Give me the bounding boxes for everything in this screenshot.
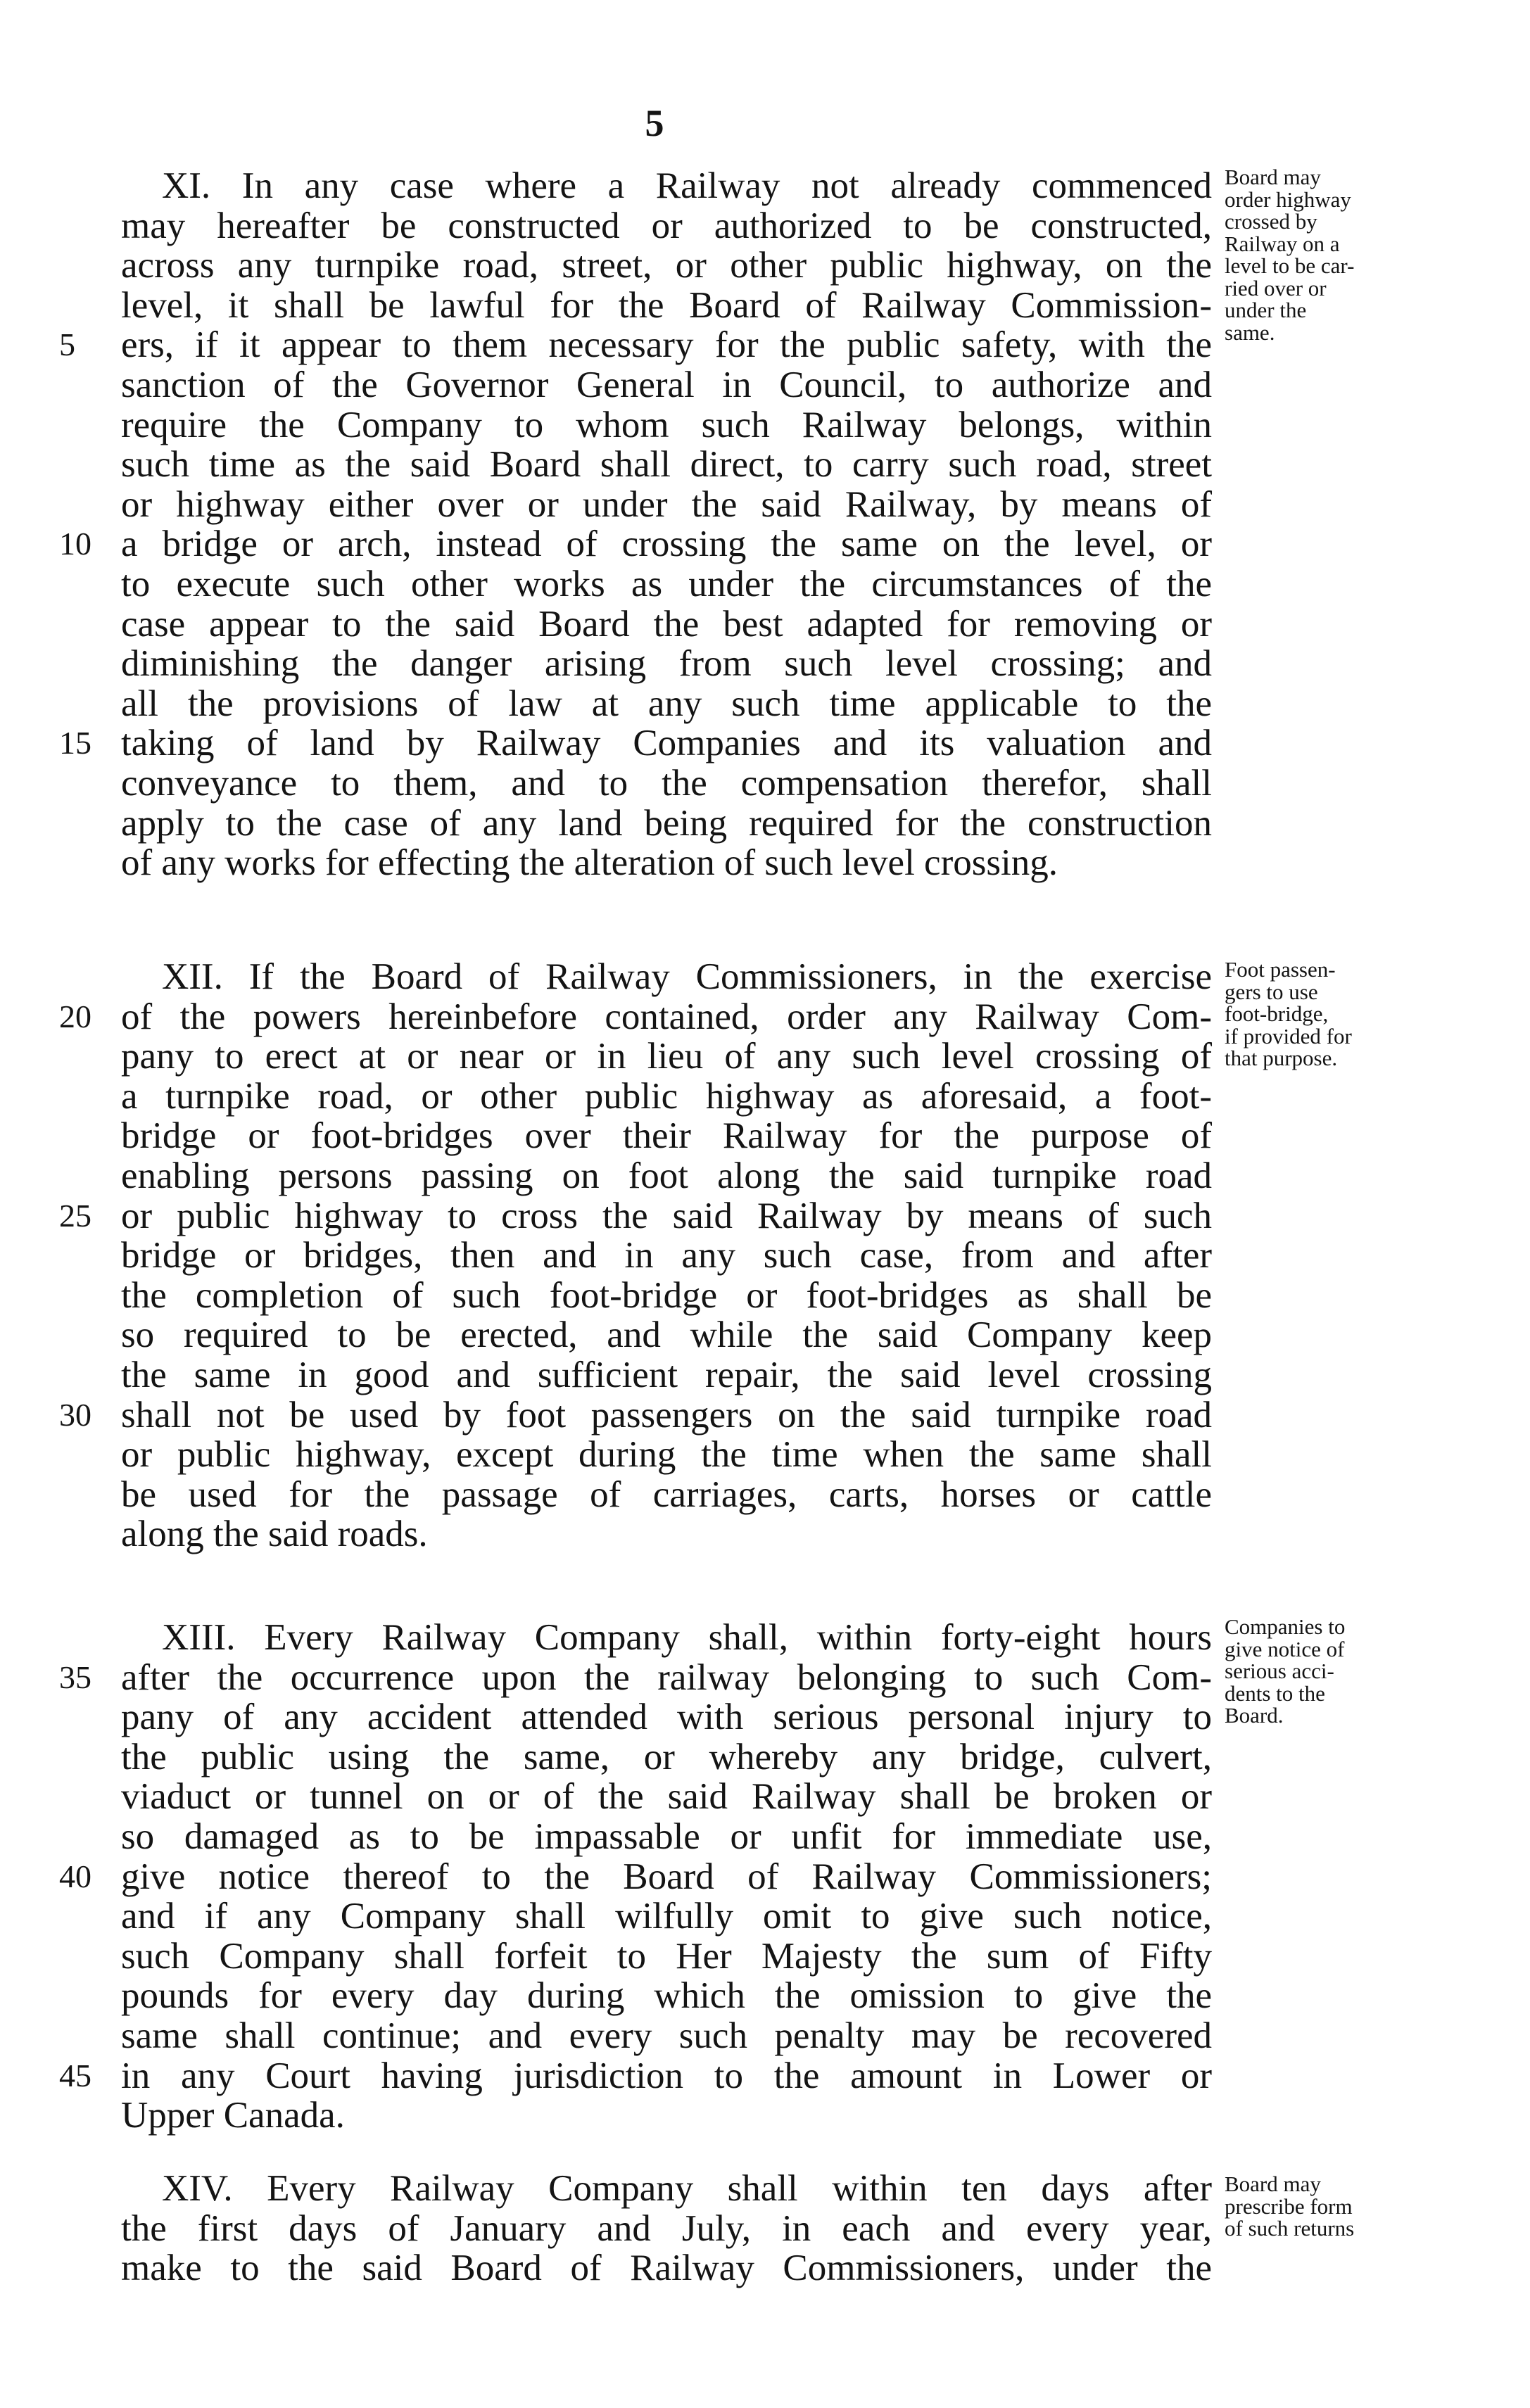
text-line xyxy=(0,2248,1530,2288)
text-line xyxy=(0,2056,1530,2096)
line-text: enabling persons passing on foot along the said turnpike road xyxy=(121,1155,1212,1196)
text-line xyxy=(0,1817,1530,1857)
text-line xyxy=(0,1156,1530,1196)
margin-note-line: prescribe form xyxy=(1225,2193,1353,2219)
text-line xyxy=(0,1857,1530,1897)
text-line xyxy=(0,804,1530,844)
margin-note-line: that purpose. xyxy=(1225,1046,1338,1070)
line-text: to execute such other works as under the circumstances of the xyxy=(121,563,1212,604)
text-line xyxy=(0,723,1530,763)
line-number: 5 xyxy=(59,327,75,363)
line-text: and if any Company shall wilfully omit to give such notice, xyxy=(121,1896,1212,1937)
margin-note-line: give notice of xyxy=(1225,1636,1345,1661)
line-text: bridge or bridges, then and in any such case, from and after xyxy=(121,1235,1212,1276)
line-text: such time as the said Board shall direct, to carry such road, street xyxy=(121,444,1212,486)
text-line xyxy=(0,445,1530,485)
line-text: along the said roads. xyxy=(121,1514,428,1555)
line-number: 15 xyxy=(59,725,91,761)
line-text: pounds for every day during which the omission to give the xyxy=(121,1975,1212,2017)
line-number: 25 xyxy=(59,1197,91,1234)
text-line xyxy=(0,2096,1530,2136)
line-number: 30 xyxy=(59,1396,91,1433)
margin-note-line: ried over or xyxy=(1225,275,1327,300)
margin-note-line: Board. xyxy=(1225,1703,1284,1728)
margin-note-line: level to be car- xyxy=(1225,253,1355,278)
line-text: across any turnpike road, street, or other public highway, on the xyxy=(121,245,1212,286)
line-text: or highway either over or under the said Railway, by means of xyxy=(121,483,1212,525)
text-line xyxy=(0,564,1530,604)
line-text: ers, if it appear to them necessary for the public safety, with the xyxy=(121,324,1212,366)
line-text: after the occurrence upon the railway belonging to such Com- xyxy=(121,1656,1212,1698)
line-text: so required to be erected, and while the said Company keep xyxy=(121,1314,1212,1356)
line-text: case appear to the said Board the best adapted for removing or xyxy=(121,603,1212,645)
line-text: same shall continue; and every such penalty may be recovered xyxy=(121,2015,1212,2056)
line-number: 20 xyxy=(59,998,91,1034)
margin-note-line: Railway on a xyxy=(1225,231,1340,256)
line-text: shall not be used by foot passengers on the said turnpike road xyxy=(121,1394,1212,1436)
text-line xyxy=(0,684,1530,724)
margin-note-xiii xyxy=(1225,1616,1485,1727)
text-line xyxy=(0,1315,1530,1355)
line-text: such Company shall forfeit to Her Majesty the sum of Fifty xyxy=(121,1935,1212,1977)
line-text: XIV. Every Railway Company shall within ten days after xyxy=(162,2168,1212,2209)
margin-note-line: serious acci- xyxy=(1225,1659,1334,1683)
margin-note-line: gers to use xyxy=(1225,979,1318,1004)
line-text: conveyance to them, and to the compensation therefor, shall xyxy=(121,762,1212,804)
line-text: level, it shall be lawful for the Board of Railway Commission- xyxy=(121,284,1212,326)
margin-note-line: foot-bridge, xyxy=(1225,1001,1329,1026)
line-text: taking of land by Railway Companies and its valuation and xyxy=(121,723,1212,764)
text-line xyxy=(0,1355,1530,1395)
margin-note-xii xyxy=(1225,958,1485,1070)
line-text: the completion of such foot-bridge or foot-bridges as shall be xyxy=(121,1274,1212,1316)
text-line xyxy=(0,1276,1530,1316)
line-text: the public using the same, or whereby any bridge, culvert, xyxy=(121,1736,1212,1778)
line-text: viaduct or tunnel on or of the said Railway shall be broken or xyxy=(121,1776,1212,1818)
margin-note-line: if provided for xyxy=(1225,1023,1352,1048)
line-text: make to the said Board of Railway Commissioners, under the xyxy=(121,2248,1212,2289)
line-text: require the Company to whom such Railway belongs, within xyxy=(121,404,1212,445)
text-line xyxy=(0,604,1530,645)
line-text: XIII. Every Railway Company shall, within forty-eight hours xyxy=(162,1617,1212,1658)
text-line xyxy=(0,405,1530,445)
line-text: pany of any accident attended with serious personal injury to xyxy=(121,1697,1212,1738)
text-line xyxy=(0,1236,1530,1276)
margin-note-line: crossed by xyxy=(1225,209,1317,234)
line-text: diminishing the danger arising from such level crossing; and xyxy=(121,643,1212,685)
line-text: Upper Canada. xyxy=(121,2095,345,2136)
line-text: a bridge or arch, instead of crossing the same on the level, or xyxy=(121,524,1212,565)
text-line xyxy=(0,763,1530,804)
text-line xyxy=(0,1475,1530,1515)
text-line xyxy=(0,644,1530,684)
line-text: be used for the passage of carriages, carts, horses or cattle xyxy=(121,1474,1212,1515)
line-text: a turnpike road, or other public highway as aforesaid, a foot- xyxy=(121,1075,1212,1117)
line-text: so damaged as to be impassable or unfit for immediate use, xyxy=(121,1815,1212,1857)
margin-note-line: Companies to xyxy=(1225,1614,1346,1639)
line-text: bridge or foot-bridges over their Railway for the purpose of xyxy=(121,1115,1212,1157)
line-text: XII. If the Board of Railway Commissioners, in the exercise xyxy=(162,956,1212,997)
text-line xyxy=(0,2016,1530,2056)
margin-note-line: Foot passen- xyxy=(1225,957,1336,982)
line-text: sanction of the Governor General in Council, to authorize and xyxy=(121,364,1212,405)
margin-note-line: of such returns xyxy=(1225,2216,1355,2241)
margin-note-line: same. xyxy=(1225,319,1275,345)
line-text: the same in good and sufficient repair, the said level crossing xyxy=(121,1354,1212,1395)
margin-note-line: dents to the xyxy=(1225,1680,1325,1706)
text-line xyxy=(0,1196,1530,1236)
text-line xyxy=(0,1116,1530,1156)
line-number: 40 xyxy=(59,1858,91,1894)
line-number: 35 xyxy=(59,1659,91,1695)
line-text: apply to the case of any land being required for the construction xyxy=(121,802,1212,844)
line-text: give notice thereof to the Board of Railway Commissioners; xyxy=(121,1856,1212,1897)
margin-note-line: under the xyxy=(1225,298,1307,322)
text-line xyxy=(0,1777,1530,1817)
text-line xyxy=(0,1077,1530,1117)
text-line xyxy=(0,485,1530,525)
text-line xyxy=(0,365,1530,405)
line-text: in any Court having jurisdiction to the amount in Lower or xyxy=(121,2055,1212,2096)
page-number: 5 xyxy=(645,102,664,144)
text-line xyxy=(0,843,1530,883)
margin-note-line: Board may xyxy=(1225,2172,1321,2196)
line-text: or public highway, except during the time when the same shall xyxy=(121,1434,1212,1476)
line-text: of any works for effecting the alteration of such level crossing. xyxy=(121,842,1058,884)
line-text: the first days of January and July, in each and every year, xyxy=(121,2207,1212,2249)
margin-note-line: order highway xyxy=(1225,186,1351,212)
line-text: or public highway to cross the said Railway by means of such xyxy=(121,1195,1212,1236)
line-text: XI. In any case where a Railway not already commenced xyxy=(162,165,1212,206)
text-line xyxy=(0,1896,1530,1937)
margin-note-xi xyxy=(1225,166,1485,343)
line-text: of the powers hereinbefore contained, order any Railway Com- xyxy=(121,996,1212,1037)
text-line xyxy=(0,1937,1530,1977)
line-text: all the provisions of law at any such time applicable to the xyxy=(121,683,1212,724)
line-text: may hereafter be constructed or authorized to be constructed, xyxy=(121,205,1212,246)
text-line xyxy=(0,1737,1530,1778)
margin-note-xiv xyxy=(1225,2173,1485,2240)
text-line xyxy=(0,1395,1530,1436)
line-text: pany to erect at or near or in lieu of any such level crossing of xyxy=(121,1036,1212,1077)
text-line xyxy=(0,1514,1530,1554)
margin-note-line: Board may xyxy=(1225,165,1321,189)
text-line xyxy=(0,1435,1530,1475)
text-line xyxy=(0,1976,1530,2016)
text-line xyxy=(0,524,1530,564)
line-number: 10 xyxy=(59,526,91,562)
line-number: 45 xyxy=(59,2057,91,2093)
